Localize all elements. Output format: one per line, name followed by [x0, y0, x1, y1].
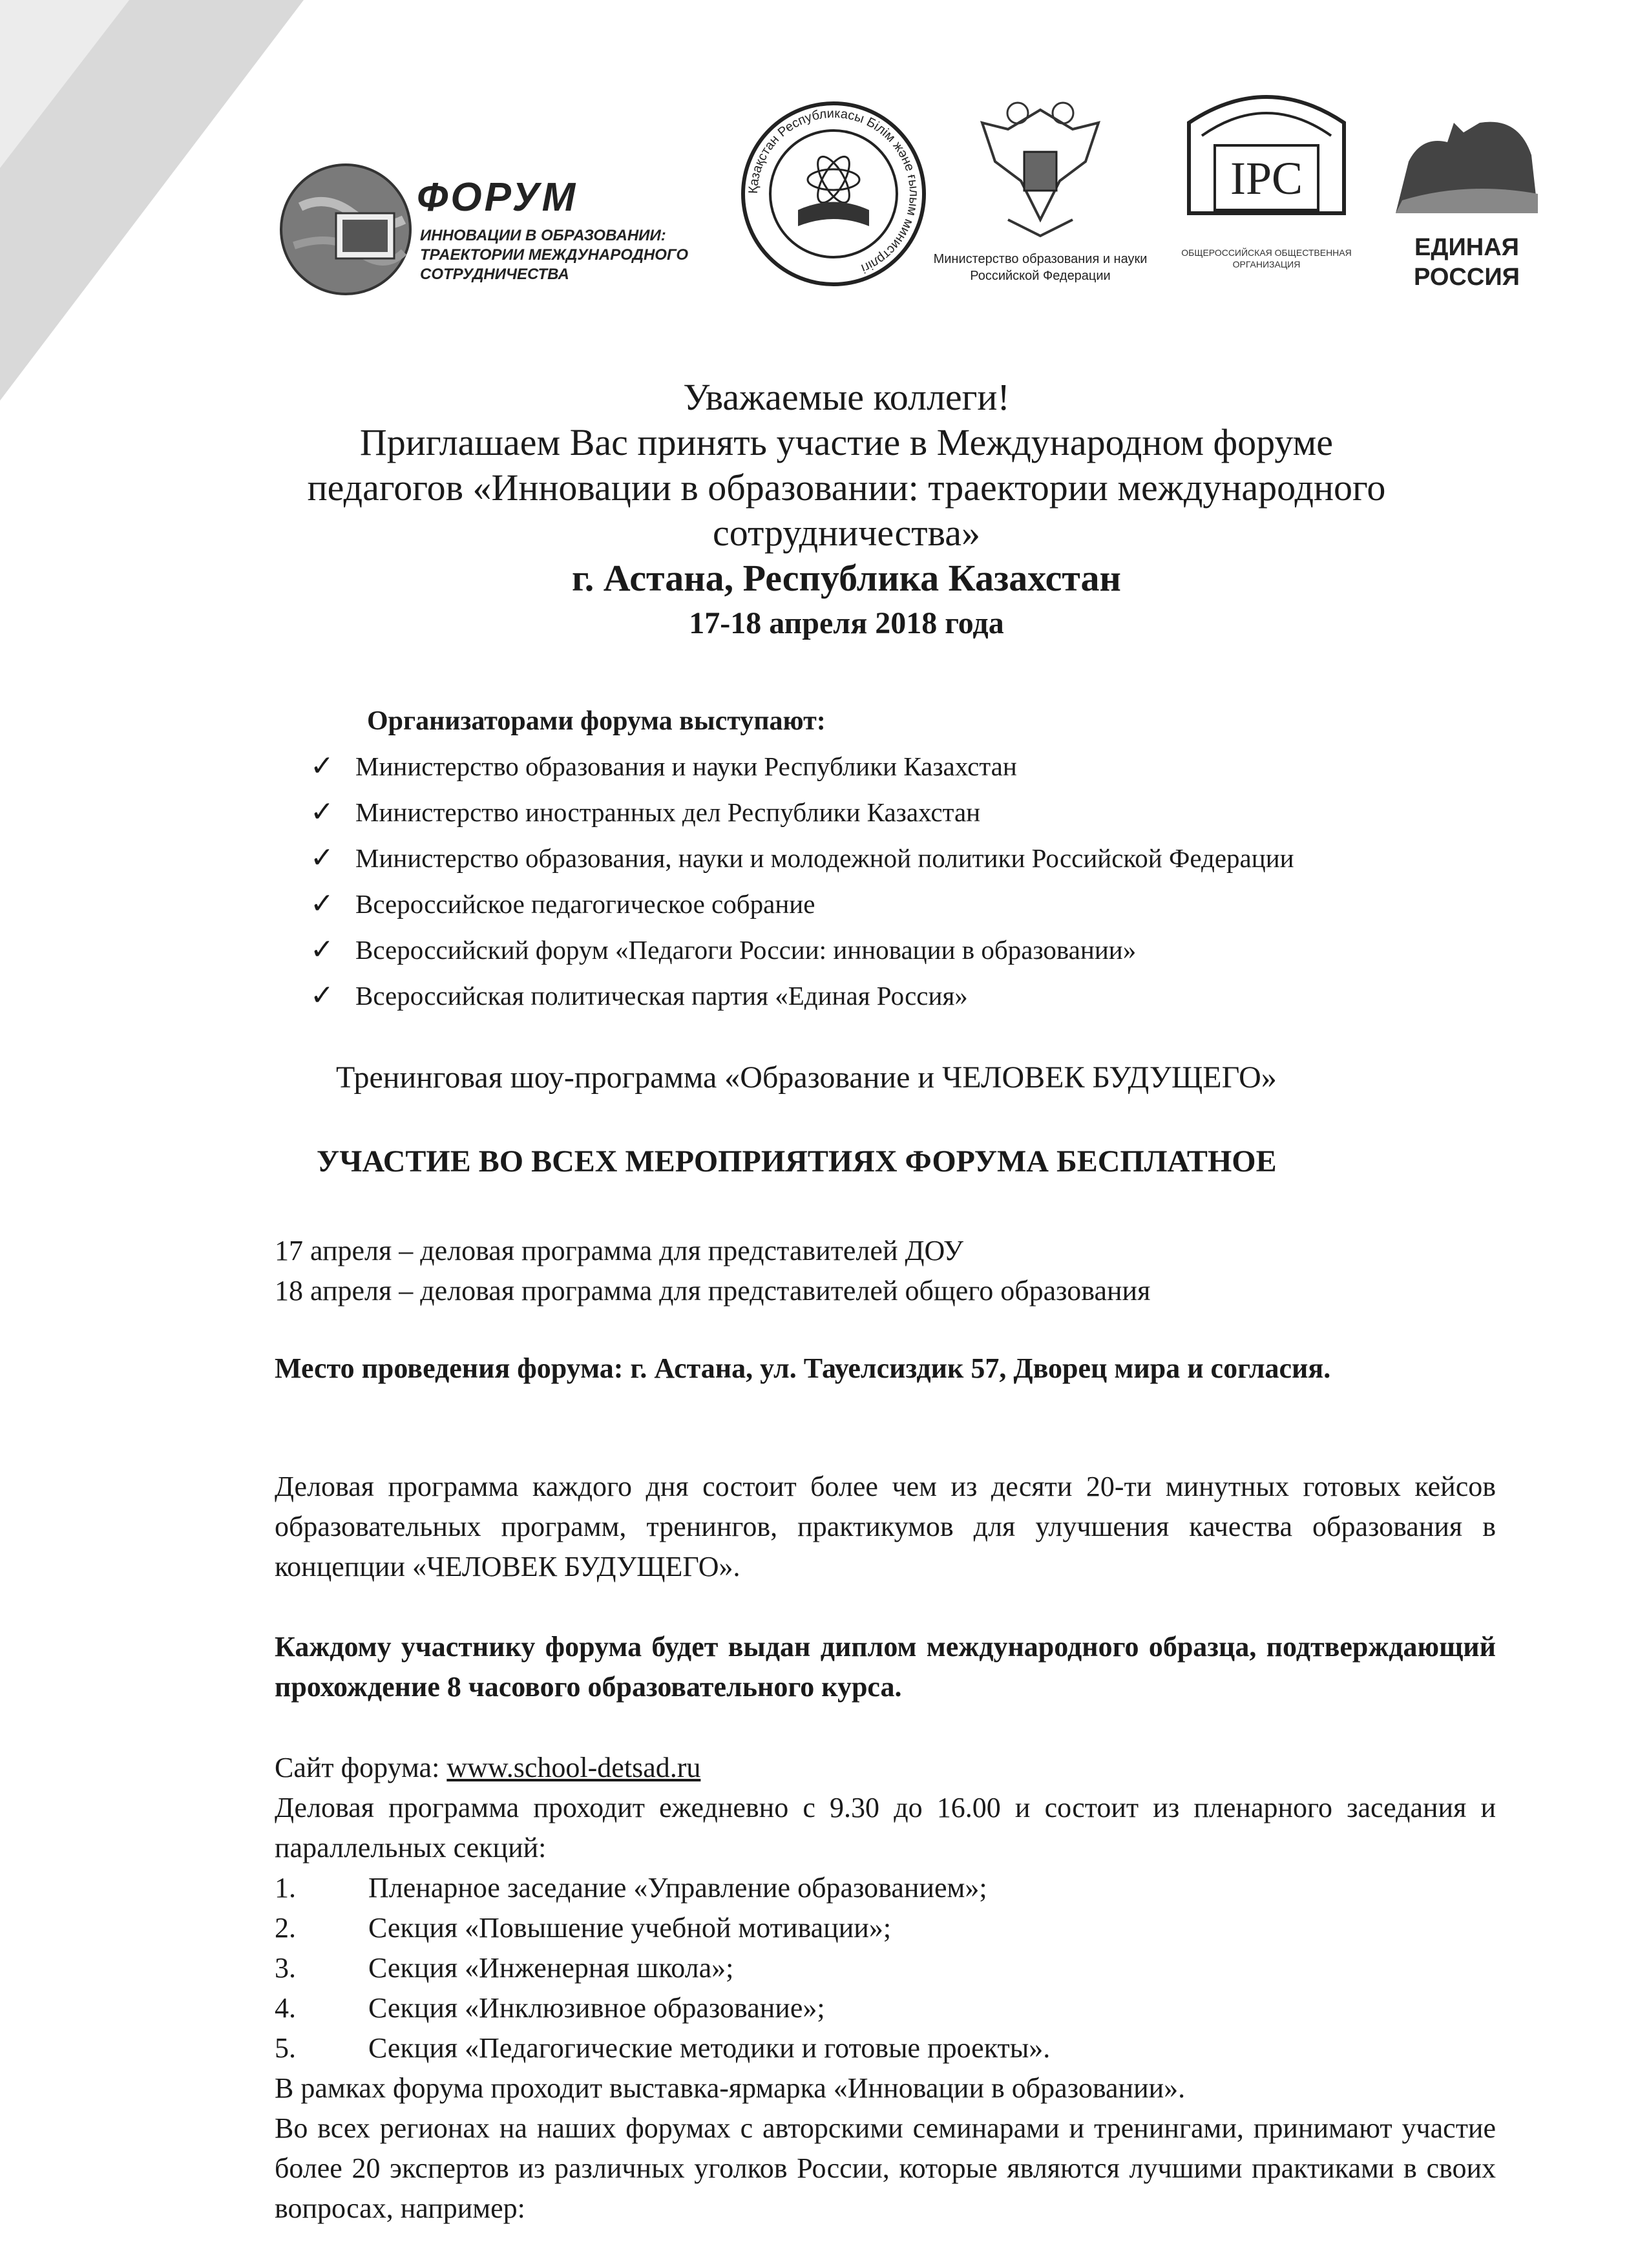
forum-logo — [275, 155, 727, 310]
venue: Место проведения форума: г. Астана, ул. Тауелсиздик 57, Дворец мира и согласия. — [275, 1352, 1331, 1384]
program-details — [275, 1748, 1496, 2229]
site-label: Сайт форума: — [275, 1752, 447, 1783]
organizer-label: Всероссийское педагогическое собрание — [355, 889, 815, 919]
organizers-list — [310, 743, 1294, 1018]
section-number: 4. — [275, 1992, 296, 2024]
organizer-label: Министерство иностранных дел Республики Казахстан — [355, 797, 981, 827]
organizer-item — [310, 972, 1294, 1018]
site-line — [275, 1748, 1496, 1788]
site-link[interactable]: www.school-detsad.ru — [446, 1752, 701, 1783]
location: г. Астана, Республика Казахстан — [572, 557, 1121, 599]
invite-line-1: Приглашаем Вас принять участие в Международном форуме — [359, 421, 1334, 463]
united-russia-logo-text — [1383, 233, 1551, 292]
section-label: Пленарное заседание «Управление образованием»; — [368, 1872, 987, 1904]
program-description: Деловая программа каждого дня состоит более чем из десяти 20-ти минутных готовых кейсов образовательных программ, тренингов, практикумов для улучшения качества образования в концепции «ЧЕЛОВЕК БУДУЩЕГО». — [275, 1471, 1496, 1582]
checkmark-icon: ✓ — [310, 750, 334, 782]
ips-emblem — [1176, 84, 1357, 304]
section-item — [275, 2028, 1496, 2068]
section-number: 5. — [275, 2032, 296, 2064]
section-label: Секция «Повышение учебной мотивации»; — [368, 1912, 892, 1944]
schedule — [275, 1231, 1496, 1311]
section-item — [275, 1988, 1496, 2028]
svg-text:Қазақстан Республикасы Білім ж — [746, 107, 921, 275]
organizer-item — [310, 743, 1294, 789]
ips-caption: ОБЩЕРОССИЙСКАЯ ОБЩЕСТВЕННАЯ ОРГАНИЗАЦИЯ — [1181, 247, 1352, 269]
organizer-item — [310, 927, 1294, 972]
exhibition-note: В рамках форума проходит выставка-ярмарка «Инновации в образовании». — [275, 2072, 1186, 2104]
section-number: 3. — [275, 1952, 296, 1984]
organizer-item — [310, 835, 1294, 881]
sections-list — [275, 1868, 1496, 2068]
invite-line-2: педагогов «Инновации в образовании: траектории международного — [307, 467, 1386, 509]
organizer-label: Всероссийский форум «Педагоги России: инновации в образовании» — [355, 935, 1137, 965]
checkmark-icon: ✓ — [310, 888, 334, 919]
section-item — [275, 1908, 1496, 1948]
organizer-label: Министерство образования, науки и молодежной политики Российской Федерации — [355, 843, 1294, 873]
training-program-title: Тренинговая шоу-программа «Образование и ЧЕЛОВЕК БУДУЩЕГО» — [336, 1060, 1277, 1095]
program-intro: Деловая программа проходит ежедневно с 9.30 до 16.00 и состоит из пленарного заседания и параллельных секций: — [275, 1792, 1496, 1864]
diploma-notice: Каждому участнику форума будет выдан диплом международного образца, подтверждающий прохождение 8 часового образовательного курса. — [275, 1631, 1496, 1703]
event-dates: 17-18 апреля 2018 года — [689, 606, 1004, 640]
svg-text:ΙΡС: ΙΡС — [1230, 152, 1303, 204]
checkmark-icon: ✓ — [310, 980, 334, 1011]
section-item — [275, 1868, 1496, 1908]
organizer-label: Всероссийская политическая партия «Единая Россия» — [355, 981, 968, 1011]
schedule-day-1: 17 апреля – деловая программа для представителей ДОУ — [275, 1235, 963, 1266]
checkmark-icon: ✓ — [310, 842, 334, 874]
kazakhstan-ministry-emblem — [737, 97, 930, 291]
forum-logo-title: ФОРУМ — [417, 175, 578, 220]
section-label: Секция «Инженерная школа»; — [368, 1952, 734, 1984]
kazakhstan-ring-text: Қазақстан Республикасы Білім және ғылым министрлігі — [746, 106, 921, 276]
schedule-day-2: 18 апреля – деловая программа для представителей общего образования — [275, 1275, 1151, 1307]
united-russia-logo — [1383, 97, 1551, 310]
invitation-heading — [246, 375, 1447, 646]
free-participation-notice: УЧАСТИЕ ВО ВСЕХ МЕРОПРИЯТИЯХ ФОРУМА БЕСПЛАТНОЕ — [317, 1144, 1277, 1179]
russia-ministry-caption: Министерство образования и науки Российской Федерации — [933, 252, 1148, 283]
checkmark-icon: ✓ — [310, 934, 334, 965]
organizer-item — [310, 789, 1294, 835]
united-russia-line2: РОССИЯ — [1414, 264, 1520, 291]
organizer-item — [310, 881, 1294, 927]
russia-ministry-emblem — [930, 90, 1150, 304]
globe-icon — [275, 155, 423, 304]
organizer-label: Министерство образования и науки Республики Казахстан — [355, 751, 1017, 781]
section-item — [275, 1948, 1496, 1988]
checkmark-icon: ✓ — [310, 796, 334, 828]
section-label: Секция «Педагогические методики и готовые проекты». — [368, 2032, 1051, 2064]
organizers-title: Организаторами форума выступают: — [367, 706, 826, 736]
experts-note: Во всех регионах на наших форумах с авторскими семинарами и тренингами, принимают участие более 20 экспертов из различных уголков России, которые являются лучшими практиками в своих вопросах, например: — [275, 2112, 1496, 2224]
section-number: 1. — [275, 1872, 296, 1904]
greeting: Уважаемые коллеги! — [683, 376, 1010, 418]
invite-line-3: сотрудничества» — [712, 512, 980, 554]
section-label: Секция «Инклюзивное образование»; — [368, 1992, 825, 2024]
united-russia-line1: ЕДИНАЯ — [1414, 234, 1519, 261]
logo-row — [0, 0, 1649, 336]
section-number: 2. — [275, 1912, 296, 1944]
forum-logo-subtitle: ИННОВАЦИИ В ОБРАЗОВАНИИ: ТРАЕКТОРИИ МЕЖДУНАРОДНОГО СОТРУДНИЧЕСТВА — [420, 227, 689, 283]
